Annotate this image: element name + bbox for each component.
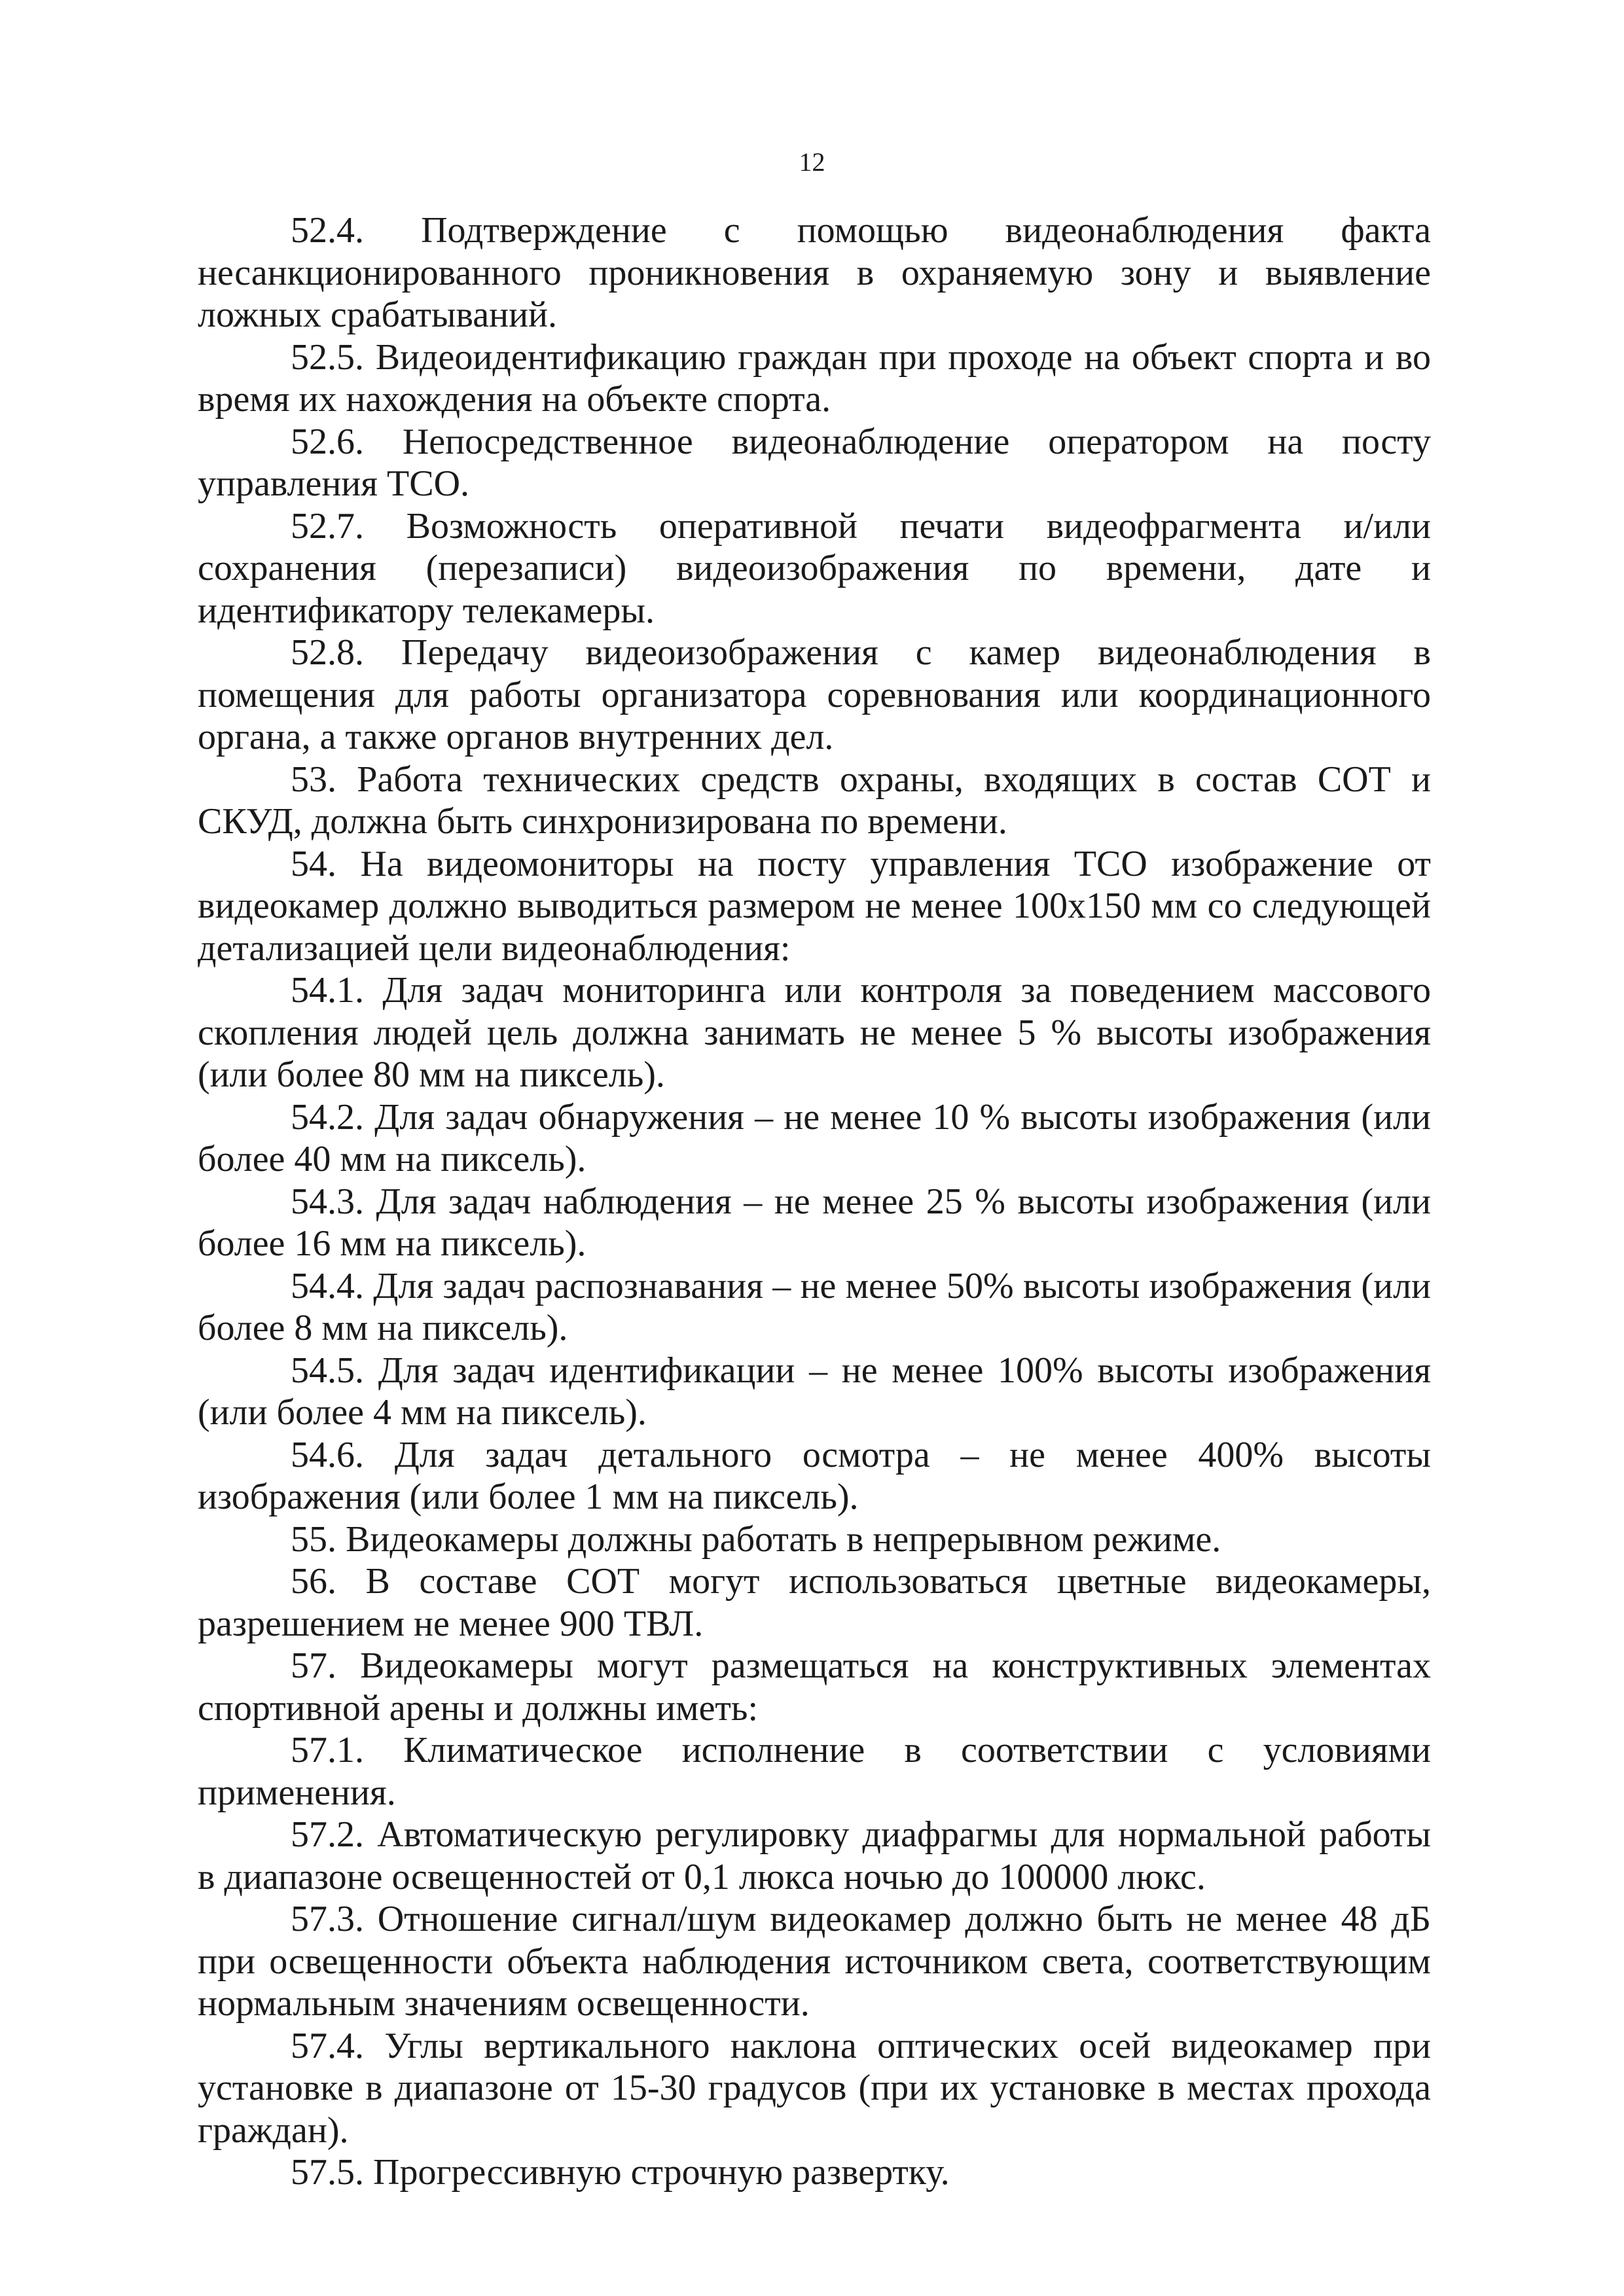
- paragraph-52-6: 52.6. Непосредственное видеонаблюдение оператором на посту управления ТСО.: [198, 421, 1431, 504]
- paragraph-57-4: 57.4. Углы вертикального наклона оптических осей видеокамер при установке в диапазоне от 15-30 градусов (при их установке в местах прохода граждан).: [198, 2025, 1431, 2151]
- paragraph-54-5: 54.5. Для задач идентификации – не менее 100% высоты изображения (или более 4 мм на пиксель).: [198, 1350, 1431, 1433]
- paragraph-57-3: 57.3. Отношение сигнал/шум видеокамер должно быть не менее 48 дБ при освещенности объекта наблюдения источником света, соответствующим нормальным значениям освещенности.: [198, 1899, 1431, 2024]
- paragraph-52-5: 52.5. Видеоидентификацию граждан при проходе на объект спорта и во время их нахождения на объекте спорта.: [198, 336, 1431, 420]
- document-body: [198, 209, 1431, 2194]
- paragraph-57-2: 57.2. Автоматическую регулировку диафрагмы для нормальной работы в диапазоне освещенностей от 0,1 люкса ночью до 100000 люкс.: [198, 1814, 1431, 1897]
- page-number: 12: [799, 147, 825, 177]
- paragraph-56: 56. В составе СОТ могут использоваться цветные видеокамеры, разрешением не менее 900 ТВЛ.: [198, 1561, 1431, 1644]
- paragraph-54-4: 54.4. Для задач распознавания – не менее 50% высоты изображения (или более 8 мм на пиксель).: [198, 1265, 1431, 1348]
- paragraph-52-8: 52.8. Передачу видеоизображения с камер видеонаблюдения в помещения для работы организатора соревнования или координационного органа, а также органов внутренних дел.: [198, 632, 1431, 757]
- paragraph-54: 54. На видеомониторы на посту управления ТСО изображение от видеокамер должно выводиться размером не менее 100x150 мм со следующей детализацией цели видеонаблюдения:: [198, 843, 1431, 969]
- paragraph-57-5: 57.5. Прогрессивную строчную развертку.: [291, 2152, 950, 2193]
- paragraph-54-2: 54.2. Для задач обнаружения – не менее 10 % высоты изображения (или более 40 мм на пиксель).: [198, 1096, 1431, 1179]
- paragraph-55: 55. Видеокамеры должны работать в непрерывном режиме.: [291, 1518, 1221, 1560]
- paragraph-53: 53. Работа технических средств охраны, входящих в состав СОТ и СКУД, должна быть синхронизирована по времени.: [198, 759, 1431, 842]
- paragraph-57-1: 57.1. Климатическое исполнение в соответствии с условиями применения.: [198, 1730, 1431, 1813]
- paragraph-54-1: 54.1. Для задач мониторинга или контроля за поведением массового скопления людей цель должна занимать не менее 5 % высоты изображения (или более 80 мм на пиксель).: [198, 970, 1431, 1095]
- paragraph-52-7: 52.7. Возможность оперативной печати видеофрагмента и/или сохранения (перезаписи) видеоизображения по времени, дате и идентификатору телекамеры.: [198, 505, 1431, 631]
- paragraph-54-6: 54.6. Для задач детального осмотра – не менее 400% высоты изображения (или более 1 мм на пиксель).: [198, 1434, 1431, 1517]
- paragraph-57: 57. Видеокамеры могут размещаться на конструктивных элементах спортивной арены и должны иметь:: [198, 1645, 1431, 1729]
- paragraph-52-4: 52.4. Подтверждение с помощью видеонаблюдения факта несанкционированного проникновения в охраняемую зону и выявление ложных срабатываний.: [198, 210, 1431, 335]
- paragraph-54-3: 54.3. Для задач наблюдения – не менее 25 % высоты изображения (или более 16 мм на пиксель).: [198, 1181, 1431, 1264]
